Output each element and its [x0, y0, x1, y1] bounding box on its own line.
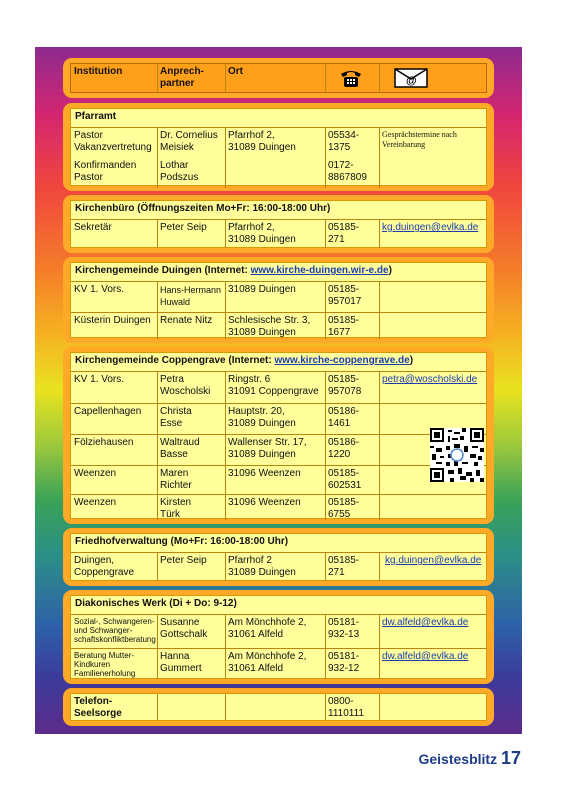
envelope-icon	[394, 68, 428, 88]
telefonseelsorge-number: 0800- 1110111	[328, 696, 364, 719]
email-link[interactable]: kg.duingen@evlka.de	[385, 555, 482, 566]
diakonie-title: Diakonisches Werk (Di + Do: 9-12)	[75, 598, 237, 609]
duingen-title: Kirchengemeinde Duingen (Internet: www.kirche-duingen.wir-e.de)	[75, 265, 392, 276]
email-link[interactable]: dw.alfeld@evlka.de	[382, 617, 469, 628]
header-contact: Anprech- partner	[160, 66, 204, 89]
kirchenbuero-title: Kirchenbüro (Öffnungszeiten Mo+Fr: 16:00-18:00 Uhr)	[75, 203, 331, 214]
diakonie-box	[63, 590, 494, 684]
table-row: Weenzen Maren Richter 31096 Weenzen 05185- 602531	[71, 466, 486, 494]
friedhof-box	[63, 528, 494, 586]
qr-code	[430, 428, 484, 482]
pfarramt-note: Gesprächstermine nach Vereinbarung	[382, 130, 457, 149]
svg-text:@: @	[406, 75, 417, 87]
coppengrave-title: Kirchengemeinde Coppengrave (Internet: www.kirche-coppengrave.de)	[75, 355, 414, 366]
pfarramt-title: Pfarramt	[75, 111, 117, 122]
table-row: Fölziehausen Waltraud Basse Wallenser Str. 17, 31089 Duingen 05186- 1220	[71, 435, 486, 465]
friedhof-title: Friedhofverwaltung (Mo+Fr: 16:00-18:00 Uhr)	[75, 536, 289, 547]
email-link[interactable]: kg.duingen@evlka.de	[382, 222, 479, 233]
page-number: 17	[500, 748, 521, 768]
header-box	[63, 58, 494, 98]
table-row: Sekretär Peter Seip Pfarrhof 2, 31089 Duingen 05185- 271 kg.duingen@evlka.de	[71, 220, 486, 248]
email-link[interactable]: dw.alfeld@evlka.de	[382, 651, 469, 662]
website-link[interactable]: www.kirche-duingen.wir-e.de	[250, 265, 389, 276]
table-row: Küsterin Duingen Renate Nitz Schlesische Str. 3, 31089 Duingen 05185- 1677	[71, 313, 486, 339]
table-row: KV 1. Vors. Petra Woscholski Ringstr. 6 31091 Coppengrave 05185- 957078 petra@woscholski.de	[71, 372, 486, 403]
table-row: Pastor Vakanzvertretung Dr. Cornelius Meisiek Pfarrhof 2, 31089 Duingen 05534- 1375 Gesprächstermine nach Vereinbarung	[71, 128, 486, 158]
telephone-icon	[339, 68, 363, 88]
table-row: KV 1. Vors. Hans-Hermann Huwald 31089 Duingen 05185- 957017	[71, 282, 486, 312]
table-row: Weenzen Kirsten Türk 31096 Weenzen 05185- 6755	[71, 495, 486, 520]
header-institution: Institution	[74, 66, 123, 77]
brand-name: Geistesblitz	[418, 751, 498, 767]
page-footer	[418, 748, 521, 769]
table-row: Capellenhagen Christa Esse Hauptstr. 20, 31089 Duingen 05186- 1461	[71, 404, 486, 434]
table-row: Konfirmanden Pastor Lothar Podszus 0172- 8867809	[71, 158, 486, 188]
duingen-box	[63, 257, 494, 343]
telefonseelsorge-label: Telefon- Seelsorge	[74, 696, 122, 719]
telefonseelsorge-box	[63, 688, 494, 726]
coppengrave-box	[63, 347, 494, 524]
kirchenbuero-box	[63, 195, 494, 253]
table-row: Duingen, Coppengrave Peter Seip Pfarrhof 2 31089 Duingen 05185- 271 kg.duingen@evlka.de	[71, 553, 486, 581]
header-place: Ort	[228, 66, 243, 77]
table-row: Sozial-, Schwangeren- und Schwanger- schaftskonfliktberatung Susanne Gottschalk Am Mönchhofe 2, 31061 Alfeld 05181- 932-13 dw.alfeld@evlka.de	[71, 615, 486, 648]
website-link[interactable]: www.kirche-coppengrave.de	[274, 355, 410, 366]
pfarramt-box	[63, 103, 494, 191]
table-row: Beratung Mutter- Kindkuren Familienerholung Hanna Gummert Am Mönchhofe 2, 31061 Alfeld 05181- 932-12 dw.alfeld@evlka.de	[74, 651, 469, 678]
email-link[interactable]: petra@woscholski.de	[382, 374, 478, 385]
